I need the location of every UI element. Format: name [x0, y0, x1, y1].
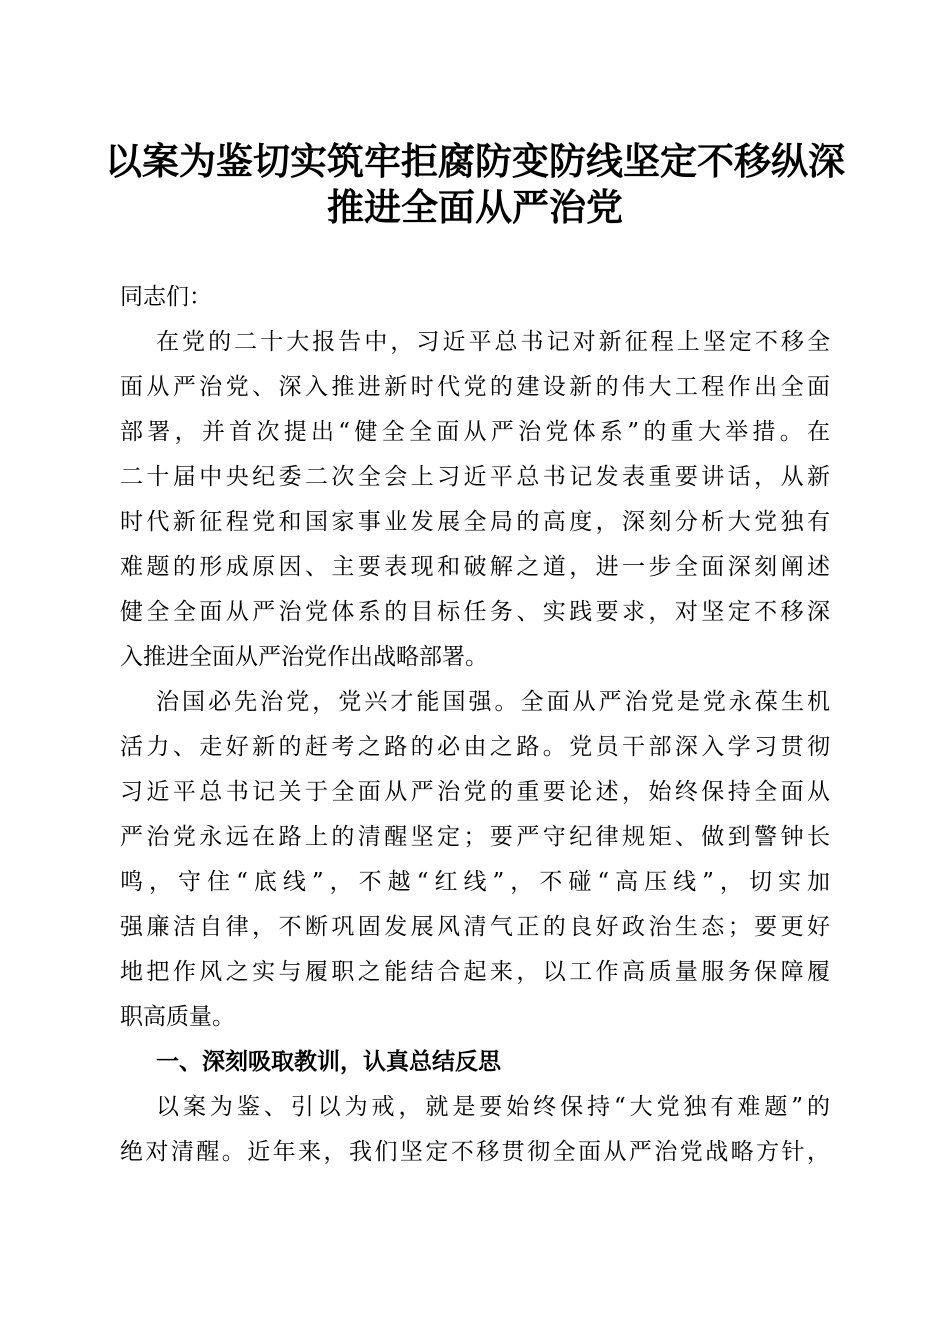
paragraph-2: [120, 680, 830, 1040]
paragraph-line: 地把作风之实与履职之能结合起来，以工作高质量服务保障履: [120, 959, 830, 985]
paragraph-line: 强廉洁自律，不断巩固发展风清气正的良好政治生态；要更好: [120, 914, 830, 940]
paragraph-line: 部署，并首次提出“健全全面从严治党体系”的重大举措。在: [120, 419, 830, 445]
paragraph-line: 绝对清醒。近年来，我们坚定不移贯彻全面从严治党战略方针，: [120, 1139, 830, 1165]
paragraph-line: 面从严治党、深入推进新时代党的建设新的伟大工程作出全面: [120, 374, 830, 400]
title-line-1: 以案为鉴切实筑牢拒腐防变防线坚定不移纵深: [105, 139, 845, 183]
title-line-2: 推进全面从严治党: [327, 185, 623, 229]
paragraph-line: 二十届中央纪委二次全会上习近平总书记发表重要讲话，从新: [120, 464, 830, 490]
paragraph-line: 活力、走好新的赶考之路的必由之路。党员干部深入学习贯彻: [120, 734, 830, 760]
paragraph-line: 习近平总书记关于全面从严治党的重要论述，始终保持全面从: [120, 779, 830, 805]
paragraph-line: 鸣，守住“底线”，不越“红线”，不碰“高压线”，切实加: [120, 869, 830, 895]
paragraph-line: 入推进全面从严治党作出战略部署。: [120, 644, 488, 670]
paragraph-line: 以案为鉴、引以为戒，就是要始终保持“大党独有难题”的: [156, 1094, 830, 1120]
section-paragraph: [120, 1085, 830, 1175]
paragraph-1: [120, 320, 830, 680]
paragraph-line: 难题的形成原因、主要表现和破解之道，进一步全面深刻阐述: [120, 554, 830, 580]
paragraph-line: 健全全面从严治党体系的目标任务、实践要求，对坚定不移深: [120, 599, 830, 625]
document-body: [120, 275, 830, 1175]
paragraph-line: 治国必先治党，党兴才能国强。全面从严治党是党永葆生机: [156, 689, 830, 715]
paragraph-line: 职高质量。: [120, 1004, 235, 1030]
salutation: 同志们：: [120, 284, 212, 310]
paragraph-line: 在党的二十大报告中，习近平总书记对新征程上坚定不移全: [156, 329, 830, 355]
paragraph-line: 严治党永远在路上的清醒坚定；要严守纪律规矩、做到警钟长: [120, 824, 830, 850]
document-title: [100, 138, 850, 230]
section-heading: 一、深刻吸取教训，认真总结反思: [156, 1049, 501, 1075]
paragraph-line: 时代新征程党和国家事业发展全局的高度，深刻分析大党独有: [120, 509, 830, 535]
